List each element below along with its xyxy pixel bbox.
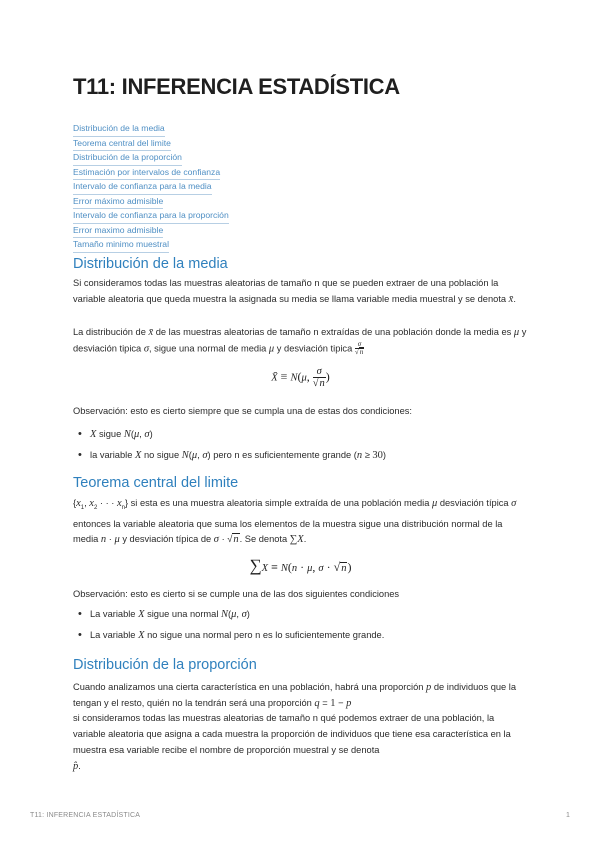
list-item: • La variable X no sigue una normal pero n es lo suficientemente grande. <box>73 625 528 646</box>
page-title: T11: INFERENCIA ESTADÍSTICA <box>73 74 400 99</box>
paragraph-text: y desviación tipica <box>73 327 527 353</box>
toc-link[interactable]: Estimación por intervalos de confianza <box>73 166 220 181</box>
table-of-contents <box>73 122 229 253</box>
toc-link[interactable]: Error máximo admisible <box>73 195 163 210</box>
toc-link[interactable]: Intervalo de confianza para la media <box>73 180 212 195</box>
toc-link[interactable]: Distribución de la media <box>73 122 165 137</box>
paragraph: Observación: esto es cierto si se cumple una de las dos siguientes condiciones <box>73 589 400 599</box>
paragraph-text: Si consideramos todas las muestras aleatorias de tamaño n que se pueden extraer de una población la variable aleatoria que queda muestra la asignada su media se llama variable media muestral y se denota <box>73 278 507 304</box>
paragraph: {$x_1$, $x_2$ · · · $x_n$} si esta es una muestra aleatoria simple extraída de una población media μ desviación típica σ entonces la variable aleatoria que suma los elementos de la muestra sigue una distribución normal de la media n · μ y desviación típica de σ · √n. Se denota ∑X. <box>73 498 517 546</box>
paragraph-text: de las muestras aleatorias de tamaño n extraídas de una población donde la media es <box>155 327 512 337</box>
list-item: • La variable X sigue una normal N(μ, σ) <box>73 604 528 625</box>
section-heading: Distribución de la media <box>73 256 228 272</box>
section-heading: Teorema central del limite <box>73 475 239 491</box>
paragraph: Si consideramos todas las muestras aleatorias de tamaño n que se pueden extraer de una población la variable aleatoria que queda muestra la asignada su media se llama variable media muestral y se denota x̄. <box>73 278 516 305</box>
toc-link[interactable]: Teorema central del limite <box>73 137 171 152</box>
toc-link[interactable]: Tamaño minimo muestral <box>73 238 169 253</box>
page-number: 1 <box>566 812 571 819</box>
paragraph-text: , sigue una normal de media <box>149 343 267 353</box>
paragraph: Cuando analizamos una cierta característica en una población, habrá una proporción p de individuos que la tengan y el resto, quién no la tendrán será una proporción q = 1 − p si consideramos todas las muestras aleatorias de tamaño n qué podemos extraer de una población, la variable aleatoria que asigna a cada muestra la proporción de individuos que tiene esa característica en la muestra esa variable recibe el nombre de proporción muestral y se denota p̂. <box>73 682 517 772</box>
formula: ∑X ≡ N(n · μ, σ · √n) <box>249 556 352 575</box>
footer-title: T11: INFERENCIA ESTADÍSTICA <box>30 812 141 819</box>
toc-link[interactable]: Error maximo admisible <box>73 224 163 239</box>
math-xbar: x̄ <box>508 293 514 305</box>
list-item: • la variable X no sigue N(μ, σ) pero n es suficientemente grande (n ≥ 30) <box>73 445 528 466</box>
paragraph-text: La distribución de <box>73 327 146 337</box>
bullet-list <box>73 604 528 646</box>
section-heading: Distribución de la proporción <box>73 657 257 673</box>
toc-link[interactable]: Distribución de la proporción <box>73 151 182 166</box>
math-fraction: $\frac{\sigma}{√n}$ <box>354 339 364 357</box>
paragraph-text: y desviación tipica <box>276 343 353 353</box>
list-item: • X sigue N(μ, σ) <box>73 424 528 445</box>
paragraph: La distribución de x̄ de las muestras aleatorias de tamaño n extraídas de una población donde la media es μ y desviación tipica σ, sigue una normal de media μ y desviación tipica $\frac{\sigma}{√n}$ <box>73 327 527 357</box>
paragraph: Observación: esto es cierto siempre que se cumpla una de estas dos condiciones: <box>73 406 413 416</box>
bullet-list <box>73 424 528 466</box>
formula: X̄ ≡ N(μ, $\frac{\sigma}{√n}$ ) <box>271 366 330 390</box>
toc-link[interactable]: Intervalo de confianza para la proporción <box>73 209 229 224</box>
